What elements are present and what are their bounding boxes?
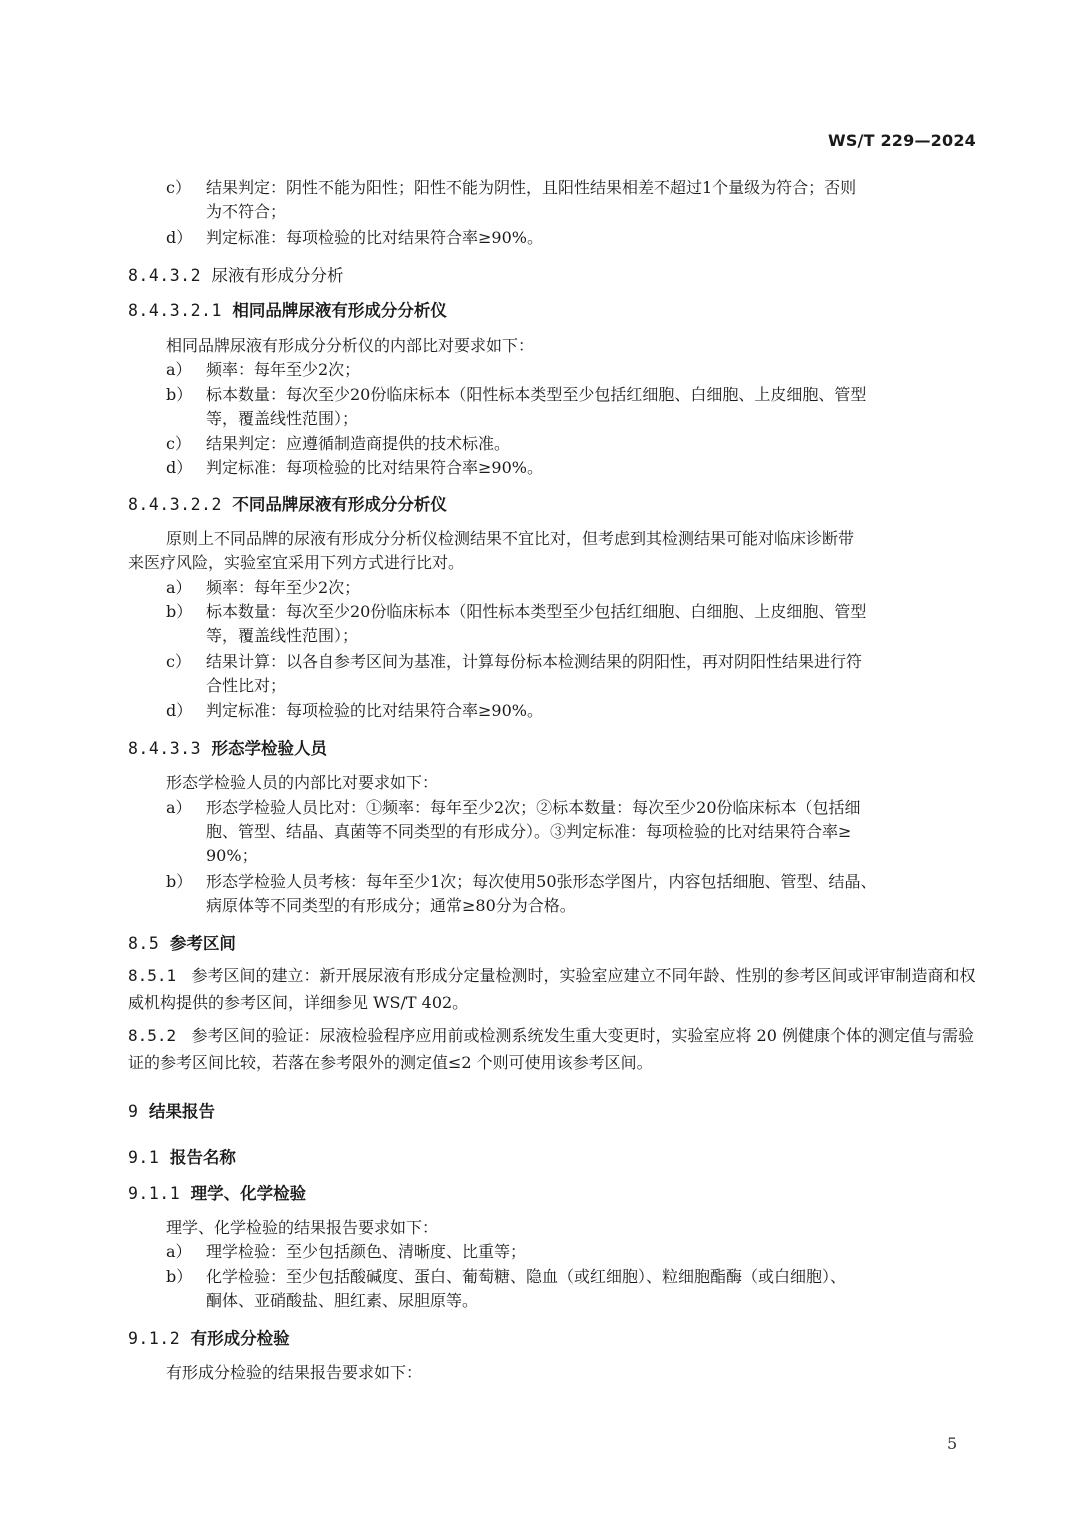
clause-number: 8.5.2 xyxy=(128,1026,177,1045)
list-text-line: 理学检验：至少包括颜色、清晰度、比重等； xyxy=(206,1242,527,1261)
list-marker: d） xyxy=(166,458,193,477)
list-text-line: 酮体、亚硝酸盐、胆红素、尿胆原等。 xyxy=(206,1291,479,1310)
list-marker: c） xyxy=(166,652,191,671)
list-item xyxy=(166,699,543,723)
section-number: 8.4.3.2.2 xyxy=(128,495,222,514)
list-item xyxy=(166,432,510,456)
section-number: 9.1.2 xyxy=(128,1329,181,1348)
section-title: 形态学检验人员 xyxy=(211,739,328,758)
list-marker: d） xyxy=(166,228,193,247)
paragraph xyxy=(166,527,854,551)
section-heading xyxy=(128,262,344,286)
section-number: 9.1.1 xyxy=(128,1184,181,1203)
list-text-line: 判定标准：每项检验的比对结果符合率≥90%。 xyxy=(206,458,543,477)
list-text-line: 为不符合； xyxy=(206,202,287,221)
section-number: 9 xyxy=(128,1102,139,1121)
list-item xyxy=(166,870,877,918)
section-title: 参考区间 xyxy=(169,934,236,953)
section-heading xyxy=(128,297,447,321)
list-text-line: 标本数量：每次至少20份临床标本（阳性标本类型至少包括红细胞、白细胞、上皮细胞、管型 xyxy=(206,602,867,621)
list-marker: c） xyxy=(166,434,191,453)
section-heading xyxy=(128,491,447,515)
list-text-line: 病原体等不同类型的有形成分；通常≥80分为合格。 xyxy=(206,896,576,915)
section-title: 结果报告 xyxy=(148,1102,215,1121)
page-number: 5 xyxy=(947,1434,958,1453)
list-marker: a） xyxy=(166,1242,192,1261)
section-title: 有形成分检验 xyxy=(190,1329,290,1348)
list-marker: c） xyxy=(166,178,191,197)
paragraph: 形态学检验人员的内部比对要求如下： xyxy=(166,773,439,792)
list-item xyxy=(166,1265,846,1313)
list-text-line: 判定标准：每项检验的比对结果符合率≥90%。 xyxy=(206,228,543,247)
list-marker: d） xyxy=(166,701,193,720)
list-marker: a） xyxy=(166,578,192,597)
paragraph xyxy=(128,962,978,1016)
section-number: 8.4.3.2 xyxy=(128,266,202,285)
list-item xyxy=(166,796,861,868)
document-code: WS/T 229—2024 xyxy=(827,131,976,150)
list-item xyxy=(166,650,862,698)
list-marker: b） xyxy=(166,602,193,621)
list-text-line: 等，覆盖线性范围）； xyxy=(206,626,359,645)
paragraph-line: 来医疗风险，实验室宜采用下列方式进行比对。 xyxy=(128,553,465,572)
list-text-line: 结果判定：应遵循制造商提供的技术标准。 xyxy=(206,434,511,453)
section-title: 尿液有形成分分析 xyxy=(211,266,344,285)
section-number: 9.1 xyxy=(128,1148,160,1167)
list-item xyxy=(166,600,866,648)
list-text-line: 90%； xyxy=(206,846,258,865)
paragraph xyxy=(128,551,464,575)
clause-number: 8.5.1 xyxy=(128,966,177,985)
section-heading xyxy=(128,1325,290,1349)
section-heading xyxy=(128,1180,306,1204)
list-marker: b） xyxy=(166,385,193,404)
list-item xyxy=(166,576,360,600)
list-text-line: 频率：每年至少2次； xyxy=(206,360,361,379)
list-item xyxy=(166,226,543,250)
list-item xyxy=(166,383,866,431)
list-text-line: 频率：每年至少2次； xyxy=(206,578,361,597)
paragraph: 有形成分检验的结果报告要求如下： xyxy=(166,1363,423,1382)
clause-text: 参考区间的建立：新开展尿液有形成分定量检测时，实验室应建立不同年龄、性别的参考区间或评审制造商和权威机构提供的参考区间，详细参见 WS/T 402。 xyxy=(128,966,976,1012)
section-number: 8.4.3.2.1 xyxy=(128,301,222,320)
section-heading xyxy=(128,735,327,759)
section-number: 8.5 xyxy=(128,934,160,953)
clause-text: 参考区间的验证：尿液检验程序应用前或检测系统发生重大变更时，实验室应将 20 例健康个体的测定值与需验证的参考区间比较，若落在参考限外的测定值≤2 个则可使用该参考区间。 xyxy=(128,1026,974,1072)
paragraph xyxy=(128,1022,978,1076)
list-item xyxy=(166,358,360,382)
list-text-line: 等，覆盖线性范围）； xyxy=(206,409,359,428)
list-text-line: 标本数量：每次至少20份临床标本（阳性标本类型至少包括红细胞、白细胞、上皮细胞、管型 xyxy=(206,385,867,404)
paragraph: 相同品牌尿液有形成分分析仪的内部比对要求如下： xyxy=(166,336,535,355)
list-marker: b） xyxy=(166,1267,193,1286)
list-text-line: 化学检验：至少包括酸碱度、蛋白、葡萄糖、隐血（或红细胞）、粒细胞酯酶（或白细胞）、 xyxy=(206,1267,847,1286)
list-item xyxy=(166,1240,526,1264)
list-text-line: 形态学检验人员比对：①频率：每年至少2次；②标本数量：每次至少20份临床标本（包括细 xyxy=(206,798,861,817)
list-marker: a） xyxy=(166,798,192,817)
list-text-line: 胞、管型、结晶、真菌等不同类型的有形成分）。③判定标准：每项检验的比对结果符合率≥ xyxy=(206,822,852,841)
section-title: 不同品牌尿液有形成分分析仪 xyxy=(232,495,447,514)
paragraph: 理学、化学检验的结果报告要求如下： xyxy=(166,1218,439,1237)
section-title: 理学、化学检验 xyxy=(190,1184,307,1203)
list-item xyxy=(166,176,856,224)
list-marker: b） xyxy=(166,872,193,891)
section-heading xyxy=(128,930,236,954)
list-text-line: 合性比对； xyxy=(206,676,287,695)
section-title: 报告名称 xyxy=(169,1148,236,1167)
section-title: 相同品牌尿液有形成分分析仪 xyxy=(232,301,447,320)
list-text-line: 形态学检验人员考核：每年至少1次；每次使用50张形态学图片，内容包括细胞、管型、结晶、 xyxy=(206,872,877,891)
list-text-line: 结果判定：阴性不能为阳性；阳性不能为阴性，且阳性结果相差不超过1个量级为符合；否则 xyxy=(206,178,857,197)
list-text-line: 判定标准：每项检验的比对结果符合率≥90%。 xyxy=(206,701,543,720)
list-marker: a） xyxy=(166,360,192,379)
section-heading xyxy=(128,1144,236,1168)
section-heading xyxy=(128,1098,215,1122)
list-text-line: 结果计算：以各自参考区间为基准，计算每份标本检测结果的阴阳性，再对阴阳性结果进行符 xyxy=(206,652,863,671)
section-number: 8.4.3.3 xyxy=(128,739,202,758)
list-item xyxy=(166,456,543,480)
paragraph-line: 原则上不同品牌的尿液有形成分分析仪检测结果不宜比对，但考虑到其检测结果可能对临床诊断带 xyxy=(166,529,855,548)
